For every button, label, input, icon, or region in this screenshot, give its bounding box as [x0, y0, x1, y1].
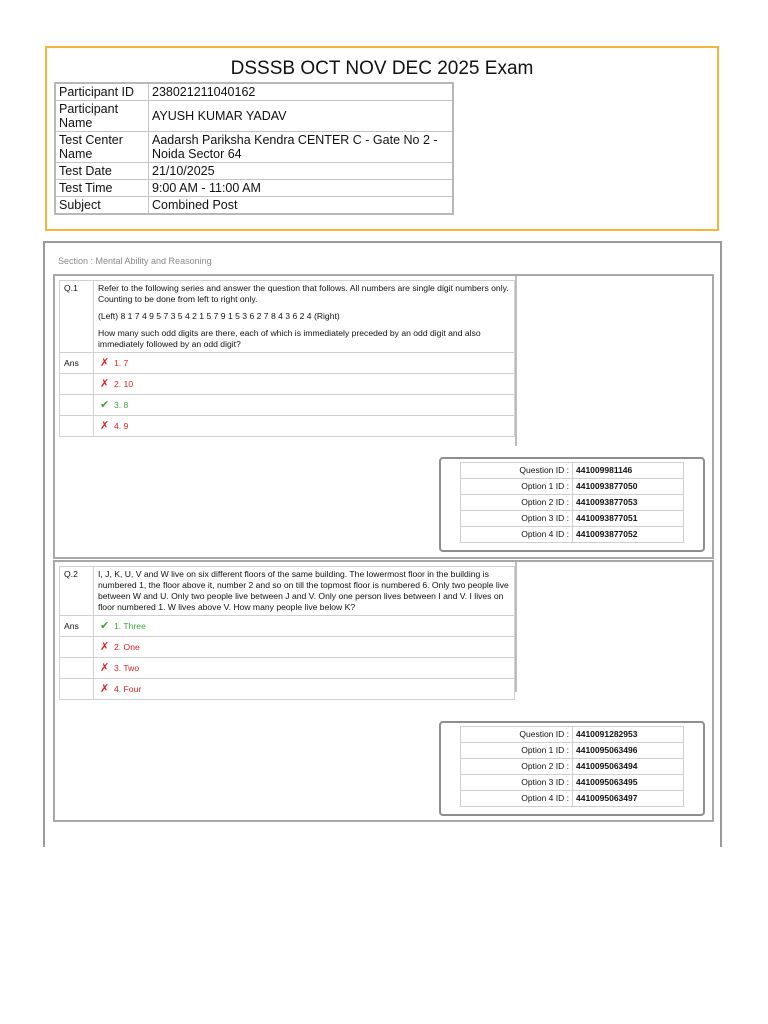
- section-container: [43, 241, 722, 847]
- question-text: [94, 281, 515, 353]
- cross-icon: ✗: [100, 640, 110, 653]
- question-table-2: [59, 566, 515, 700]
- id-table: [460, 462, 684, 543]
- question-panel-1: [53, 274, 714, 559]
- question-number: Q.1: [60, 281, 94, 353]
- column-divider: [515, 276, 517, 446]
- id-value: 4410095063496: [573, 743, 684, 759]
- id-value: 441009981146: [573, 463, 684, 479]
- info-value: Combined Post: [149, 197, 454, 215]
- question-id-box-1: [439, 457, 705, 552]
- option-row: [60, 416, 515, 437]
- option-1: [94, 353, 515, 374]
- info-row: [55, 83, 453, 101]
- ans-spacer: [60, 395, 94, 416]
- option-row: [60, 637, 515, 658]
- id-value: 4410093877051: [573, 511, 684, 527]
- id-value: 4410091282953: [573, 727, 684, 743]
- cross-icon: ✗: [100, 377, 110, 390]
- option-2: [94, 637, 515, 658]
- column-divider: [515, 562, 517, 692]
- exam-title: DSSSB OCT NOV DEC 2025 Exam: [230, 58, 534, 79]
- id-label: Question ID :: [461, 727, 573, 743]
- option-3: [94, 658, 515, 679]
- option-row: [60, 658, 515, 679]
- option-row: [60, 616, 515, 637]
- question-paragraph: I, J, K, U, V and W live on six different floors of the same building. The lowermost floor in the building is numbered 1, the floor above it, number 2 and so on till the topmost floor is numbered 6. Only two people live between W and U. Only two people live between J and V. Only one person lives between I and V. I lives on floor numbered 1. W lives above V. How many people live below K?: [98, 569, 509, 612]
- info-value: 21/10/2025: [149, 163, 454, 180]
- id-value: 4410095063497: [573, 791, 684, 807]
- option-4: [94, 416, 515, 437]
- option-1: [94, 616, 515, 637]
- info-label: Test Time: [55, 180, 149, 197]
- cross-icon: ✗: [100, 682, 110, 695]
- ans-spacer: [60, 637, 94, 658]
- question-table-1: [59, 280, 515, 437]
- id-row: [461, 527, 684, 543]
- info-label: Test Center Name: [55, 132, 149, 163]
- id-row: [461, 495, 684, 511]
- option-2: [94, 374, 515, 395]
- cross-icon: ✗: [100, 356, 110, 369]
- id-row: [461, 511, 684, 527]
- ans-label: Ans: [60, 616, 94, 637]
- cross-icon: ✗: [100, 661, 110, 674]
- option-text: 1. Three: [114, 620, 146, 631]
- id-label: Option 1 ID :: [461, 479, 573, 495]
- id-value: 4410093877053: [573, 495, 684, 511]
- id-label: Option 3 ID :: [461, 775, 573, 791]
- id-row: [461, 759, 684, 775]
- id-label: Option 2 ID :: [461, 759, 573, 775]
- id-row: [461, 463, 684, 479]
- check-icon: ✔: [100, 398, 110, 411]
- id-row: [461, 479, 684, 495]
- option-row: [60, 395, 515, 416]
- id-label: Option 3 ID :: [461, 511, 573, 527]
- id-value: 4410093877050: [573, 479, 684, 495]
- ans-spacer: [60, 679, 94, 700]
- option-row: [60, 679, 515, 700]
- id-label: Option 4 ID :: [461, 527, 573, 543]
- info-row: [55, 163, 453, 180]
- option-text: 2. One: [114, 641, 140, 652]
- info-value: 9:00 AM - 11:00 AM: [149, 180, 454, 197]
- option-row: [60, 353, 515, 374]
- ans-spacer: [60, 416, 94, 437]
- option-3: [94, 395, 515, 416]
- info-label: Participant Name: [55, 101, 149, 132]
- id-row: [461, 743, 684, 759]
- ans-spacer: [60, 374, 94, 395]
- ans-spacer: [60, 658, 94, 679]
- check-icon: ✔: [100, 619, 110, 632]
- option-text: 1. 7: [114, 357, 129, 368]
- id-label: Question ID :: [461, 463, 573, 479]
- option-row: [60, 374, 515, 395]
- question-paragraph: (Left) 8 1 7 4 9 5 7 3 5 4 2 1 5 7 9 1 5 3 6 2 7 8 4 3 6 2 4 (Right): [98, 311, 340, 321]
- question-row: [60, 281, 515, 353]
- question-panel-2: [53, 560, 714, 822]
- info-label: Subject: [55, 197, 149, 215]
- id-value: 4410095063495: [573, 775, 684, 791]
- id-row: [461, 775, 684, 791]
- cross-icon: ✗: [100, 419, 110, 432]
- id-label: Option 1 ID :: [461, 743, 573, 759]
- question-id-box-2: [439, 721, 705, 816]
- option-4: [94, 679, 515, 700]
- option-text: 2. 10: [114, 378, 134, 389]
- option-text: 3. Two: [114, 662, 140, 673]
- participant-info-table: [54, 82, 454, 215]
- id-label: Option 2 ID :: [461, 495, 573, 511]
- question-row: [60, 567, 515, 616]
- question-paragraph: How many such odd digits are there, each of which is immediately preceded by an odd digit and also immediately followed by an odd digit?: [98, 328, 481, 349]
- info-label: Participant ID: [55, 83, 149, 101]
- id-table: [460, 726, 684, 807]
- question-paragraph: Refer to the following series and answer the question that follows. All numbers are single digit numbers only. Counting to be done from left to right only.: [98, 283, 509, 304]
- info-value: Aadarsh Pariksha Kendra CENTER C - Gate No 2 - Noida Sector 64: [149, 132, 454, 163]
- info-row: [55, 132, 453, 163]
- info-row: [55, 101, 453, 132]
- info-label: Test Date: [55, 163, 149, 180]
- id-value: 4410093877052: [573, 527, 684, 543]
- option-text: 4. 9: [114, 420, 129, 431]
- option-text: 4. Four: [114, 683, 142, 694]
- info-row: [55, 197, 453, 215]
- ans-label: Ans: [60, 353, 94, 374]
- exam-header: [45, 46, 719, 231]
- id-row: [461, 791, 684, 807]
- id-label: Option 4 ID :: [461, 791, 573, 807]
- info-value: 238021211040162: [149, 83, 454, 101]
- id-row: [461, 727, 684, 743]
- option-text: 3. 8: [114, 399, 129, 410]
- id-value: 4410095063494: [573, 759, 684, 775]
- info-row: [55, 180, 453, 197]
- question-number: Q.2: [60, 567, 94, 616]
- info-value: AYUSH KUMAR YADAV: [149, 101, 454, 132]
- section-label: Section : Mental Ability and Reasoning: [58, 256, 212, 266]
- question-text: [94, 567, 515, 616]
